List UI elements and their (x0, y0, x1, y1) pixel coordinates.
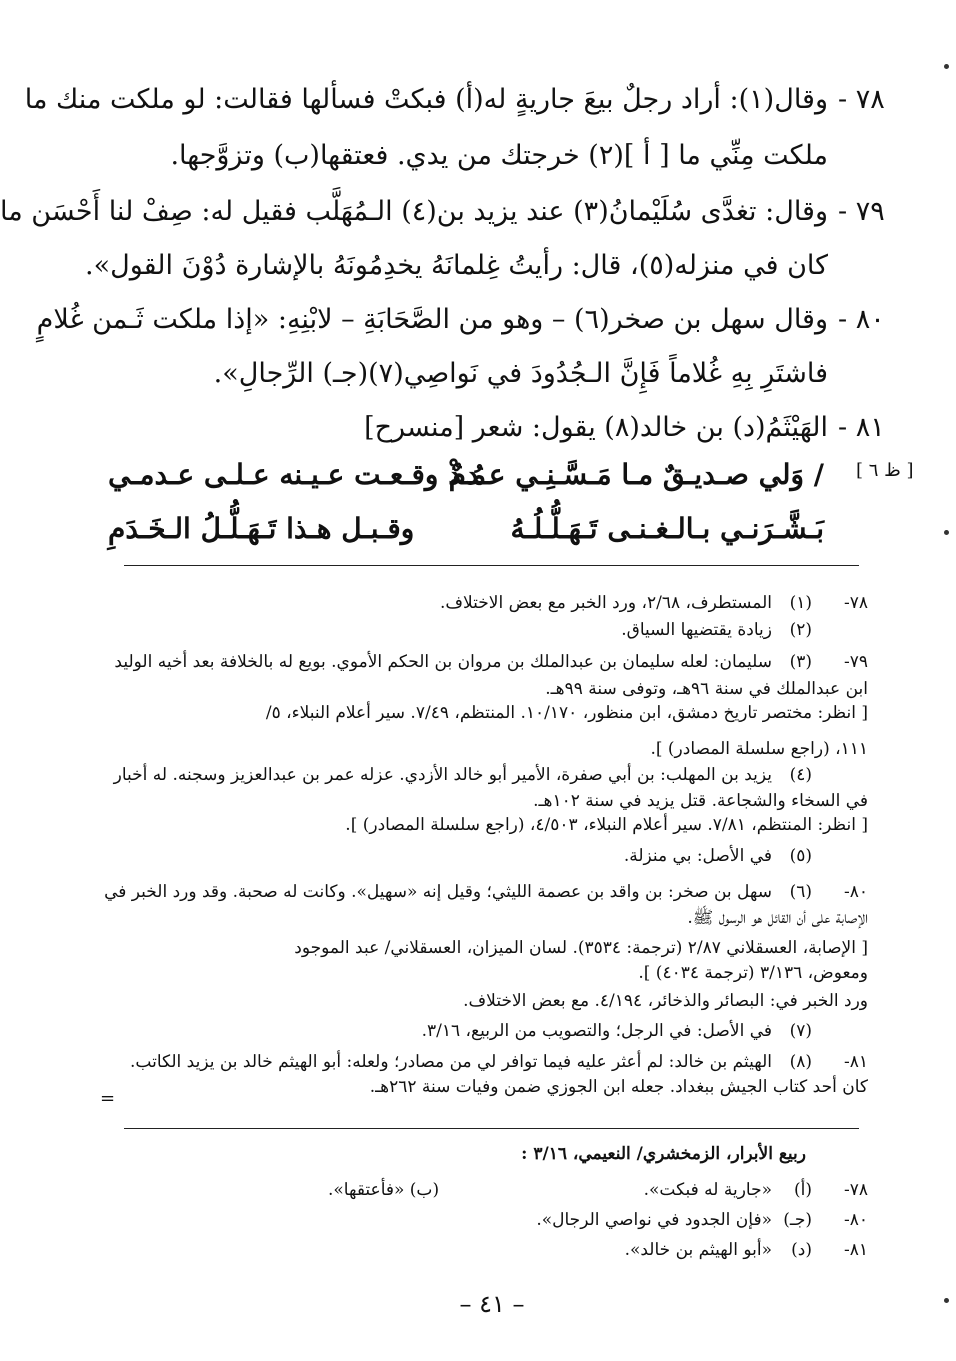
main-line-79-cont (84, 238, 896, 294)
variants-divider (124, 1128, 859, 1129)
entry-number: ٨١ - (838, 412, 885, 443)
footnote-index: (٧) (789, 1021, 812, 1041)
variant-num: ٨٠- (843, 1210, 868, 1230)
footnote-text: زيادة يقتضيها السياق. (621, 620, 772, 640)
line-text: ملكت مِنِّي ما [ أ ](٢) خرجتك من يدي. فعتقها(ب) وتزوَّجها. (170, 140, 828, 171)
edge-dot (944, 64, 949, 69)
edge-dot (944, 530, 949, 535)
entry-number: ٧٨ - (838, 84, 885, 115)
footnote-line (98, 990, 868, 1013)
footnote-entry-number: ٨١- (843, 1052, 868, 1072)
side-mark: = (100, 1088, 116, 1109)
footnote-line (98, 814, 868, 837)
variant-idx: (جـ) (783, 1210, 812, 1230)
footnote-entry-number: ٨٠- (843, 882, 868, 902)
footnote-text: ومعوض، ٣/١٣٦ (ترجمة ٤٠٣٤) ]. (638, 963, 868, 983)
footnote-line (98, 702, 868, 725)
footnote-index: (٥) (789, 846, 812, 866)
poem-verse-2 (98, 504, 896, 554)
manuscript-folio-marker: [ ظ ٦ ] (856, 460, 914, 481)
footnote-text: في الأصل: في الرجل؛ والتصويب من الربيع، ٣/١٦. (421, 1021, 772, 1041)
footnote-line (98, 764, 868, 787)
footnote-line (98, 619, 868, 642)
variant-line (98, 1206, 868, 1234)
entry-number: ٧٩ - (838, 196, 885, 227)
footnote-line (98, 907, 868, 930)
line-text: فاشتَرِ بِهِ غُلاماً فَإِنَّ الـجُدُودَ في نَواصِي(٧)(جـ) الرِّجالِ». (213, 358, 828, 389)
main-line-80-cont (98, 346, 896, 402)
footnote-index: (٣) (789, 652, 812, 672)
footnote-line (98, 881, 868, 904)
variant-b: (ب) «فأعتقها». (328, 1180, 440, 1200)
poem-hemistich-left: وقـبـل هـذا تَـهَـلُّـلُ الـخَـدَمِ (108, 512, 415, 545)
main-line-79 (0, 184, 896, 240)
footnote-text: المستطرف، ٢/٦٨، ورد الخبر مع بعض الاختلاف. (439, 593, 772, 613)
footnote-text: ورد الخبر في: البصائر والذخائر، ٤/١٩٤. مع بعض الاختلاف. (463, 991, 868, 1011)
footnote-line (98, 790, 868, 813)
main-line-78-cont (98, 128, 896, 184)
variant-line (98, 1176, 868, 1204)
footnote-line (98, 651, 868, 674)
entry-number: ٨٠ - (838, 304, 885, 335)
footnote-text: في السخاء والشجاعة. قتل يزيد في سنة ١٠٢هـ. (533, 791, 868, 811)
footnote-text: سليمان: لعله سليمان بن عبدالملك بن مروان بن الحكم الأموي. بويع له بالخلافة بعد أخيه الوليد (114, 652, 772, 672)
footnote-line (98, 1076, 868, 1099)
line-text: وقال سهل بن صخر(٦) – وهو من الصَّحَابَةِ – لابْنِهِ: «إذا ملكت ثَـمن غُلامٍ (36, 304, 828, 335)
main-line-81 (98, 400, 896, 456)
footnote-text: كان أحد كتاب الجيش ببغداد. جعله ابن الجوزي ضمن وفيات سنة ٢٦٢هـ. (369, 1077, 868, 1097)
main-line-78 (24, 72, 896, 128)
footnote-line (98, 962, 868, 985)
line-text: وقال: تغدَّى سُلَيْمانُ(٣) عند يزيد بن(٤) الـمُهَلَّب فقيل له: صِفْ لنا أَحْسَن ما (0, 196, 828, 227)
footnote-text: الإصابة على أن القائل هو الرسول ﷺ. (687, 908, 868, 928)
poem-hemistich-right: بَـشَّـرَنـي بـالـغـنـى تَـهَـلُّـلُـهُ (510, 512, 824, 545)
footnote-text: [ انظر: مختصر تاريخ دمشق، ابن منظور، ١٠/١٧٠. المنتظم، ٧/٤٩. سير أعلام النبلاء، ٥/ (265, 703, 868, 723)
variant-text: «فإن الجدود في نواصي الرجال». (536, 1210, 772, 1230)
footnote-entry-number: ٧٨- (843, 593, 868, 613)
footnote-text: الهيثم بن خالد: لم أعثر عليه فيما توافر لي من مصادر؛ ولعله: أبو الهيثم خالد بن يزيد الكاتب. (129, 1052, 772, 1072)
footnote-index: (٤) (789, 765, 812, 785)
line-text: كان في منزله(٥)، قال: رأيتُ غِلمانَهُ يخدِمُونَهُ بالإشارة دُوْنَ القول». (84, 250, 828, 281)
footnote-line (98, 845, 868, 868)
footnote-line (98, 592, 868, 615)
footnote-text: ابن عبدالملك في سنة ٩٦هـ، وتوفى سنة ٩٩هـ. (545, 679, 868, 699)
footnote-index: (٨) (789, 1052, 812, 1072)
page-number: – ٤١ – (459, 1290, 525, 1318)
main-line-80 (36, 292, 896, 348)
footnote-line (98, 738, 868, 761)
footnote-line (98, 678, 868, 701)
variant-num: ٨١- (843, 1240, 868, 1260)
footnote-text: ١١١، (راجع سلسلة المصادر) ]. (650, 739, 868, 759)
footnote-text: سهل بن صخر: بن واقد بن عصمة الليثي؛ وقيل إنه «سهيل». وكانت له صحبة. وقد ورد الخبر في (104, 882, 772, 902)
variant-line (98, 1236, 868, 1264)
variant-idx: (د) (791, 1240, 812, 1260)
footnote-index: (١) (789, 593, 812, 613)
poem-verse-1 (98, 450, 896, 500)
variant-idx: (أ) (794, 1180, 812, 1200)
footnote-entry-number: ٧٩- (843, 652, 868, 672)
footnote-text: يزيد بن المهلب: بن أبي صفرة، الأمير أبو خالد الأزدي. عزله عمر بن عبدالعزيز وسجنه. له أخبار (113, 765, 772, 785)
footnote-text: [ انظر: المنتظم، ٧/٨١. سير أعلام النبلاء، ٤/٥٠٣، (راجع سلسلة المصادر) ]. (345, 815, 868, 835)
footnote-line (98, 1051, 868, 1074)
edge-dot (944, 1298, 949, 1303)
poem-hemistich-left: مُـذْ وقـعـت عـيـنه عـلـى عـدمـي (108, 458, 487, 491)
footnote-divider (124, 565, 859, 566)
footnote-index: (٦) (789, 882, 812, 902)
footnote-line (98, 937, 868, 960)
footnote-text: [ الإصابة، العسقلاني ٢/٨٧ (ترجمة: ٣٥٣٤). لسان الميزان، العسقلاني/ عبد الموجود (294, 938, 868, 958)
poem-hemistich-right: / وَلي صـديـقٌ مـا مَـسَّـنِـي عـدمٌ (448, 458, 824, 491)
footnote-line (98, 1020, 868, 1043)
footnote-index: (٢) (789, 620, 812, 640)
variant-text: «جارية له فبكت». (643, 1180, 772, 1200)
variants-source: ربيع الأبرار، الزمخشري/ النعيمي، ٣/١٦ : (521, 1144, 806, 1164)
variant-num: ٧٨- (843, 1180, 868, 1200)
variant-text: «أبو الهيثم بن خالد». (624, 1240, 772, 1260)
footnote-text: في الأصل: بي منزلة. (623, 846, 772, 866)
line-text: الهَيْثَمُ(د) بن خالد(٨) يقول: شعر [منسرح] (364, 412, 828, 443)
line-text: وقال(١): أراد رجلٌ بيعَ جاريةٍ له(أ) فبكتْ فسألها فقالت: لو ملكت منك ما (24, 84, 828, 115)
